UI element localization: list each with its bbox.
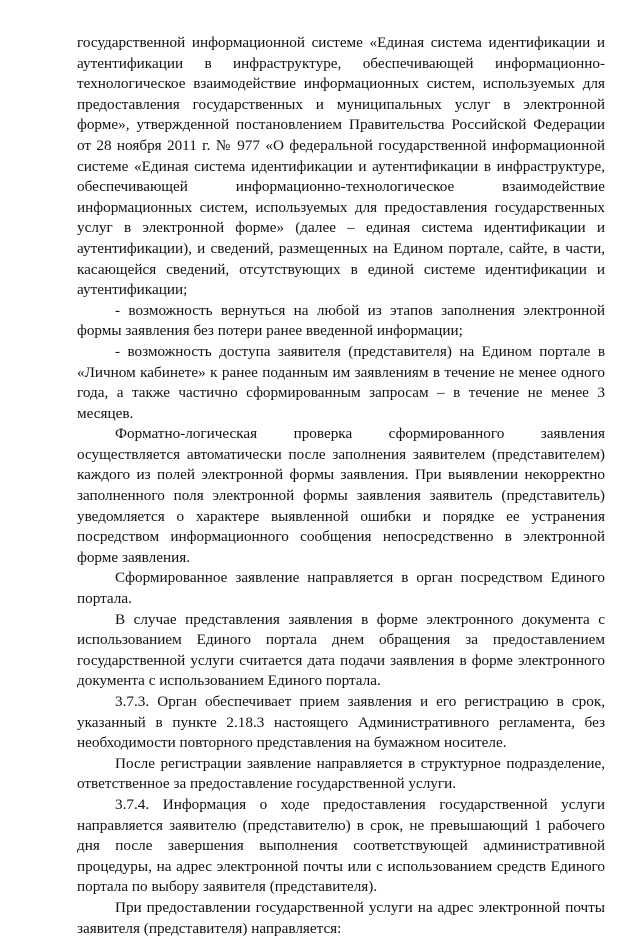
paragraph-return-to-step: - возможность вернуться на любой из этапов заполнения электронной формы заявления без потери ранее введенной информации; <box>77 301 605 340</box>
paragraph-personal-cabinet-access: - возможность доступа заявителя (представителя) на Едином портале в «Личном кабинете» к ранее поданным им заявлениям в течение не менее одного года, а также частично сформированным запросам – в течение не менее 3 месяцев. <box>77 342 605 422</box>
paragraph-format-logic-check: Форматно-логическая проверка сформированного заявления осуществляется автоматически после заполнения заявителем (представителем) каждого из полей электронной формы заявления. При выявлении некорректно заполненного поля электронной формы заявления заявитель (представитель) уведомляется о характере выявленной ошибки и порядке ее устранения посредством информационного сообщения непосредственно в электронной форме заявления. <box>77 425 605 566</box>
paragraph-continuation-esia: государственной информационной системе «Единая система идентификации и аутентификации в инфраструктуре, обеспечивающей информационно-технологическое взаимодействие информационных систем, используемых для предоставления государственных и муниципальных услуг в электронной форме», утвержденной постановлением Правительства Российской Федерации от 28 ноября 2011 г. № 977 «О федеральной государственной информационной системе «Единая система идентификации и аутентификации в инфраструктуре, обеспечивающей информационно-технологическое взаимодействие информационных систем, используемых для предоставления государственных услуг в электронной форме» (далее – единая система идентификации и аутентификации), и сведений, размещенных на Едином портале, сайте, в части, касающейся сведений, отсутствующих в единой системе идентификации и аутентификации; <box>77 34 605 299</box>
paragraph-email-notification: При предоставлении государственной услуги на адрес электронной почты заявителя (представителя) направляется: <box>77 898 605 937</box>
paragraph-section-3-7-4: 3.7.4. Информация о ходе предоставления государственной услуги направляется заявителю (представителю) в срок, не превышающий 1 рабочего дня после завершения выполнения соответствующей административной процедуры, на адрес электронной почты или с использованием средств Единого портала по выбору заявителя (представителя). <box>77 795 605 896</box>
paragraph-section-3-7-3: 3.7.3. Орган обеспечивает прием заявления и его регистрацию в срок, указанный в пункте 2.18.3 настоящего Административного регламента, без необходимости повторного представления на бумажном носителе. <box>77 693 605 752</box>
paragraph-application-sent: Сформированное заявление направляется в орган посредством Единого портала. <box>77 569 605 608</box>
paragraph-after-registration: После регистрации заявление направляется в структурное подразделение, ответственное за предоставление государственной услуги. <box>77 754 605 793</box>
paragraph-submission-date: В случае представления заявления в форме электронного документа с использованием Единого портала днем обращения за предоставлением государственной услуги считается дата подачи заявления в форме электронного документа с использованием Единого портала. <box>77 610 605 690</box>
document-page <box>77 33 605 939</box>
